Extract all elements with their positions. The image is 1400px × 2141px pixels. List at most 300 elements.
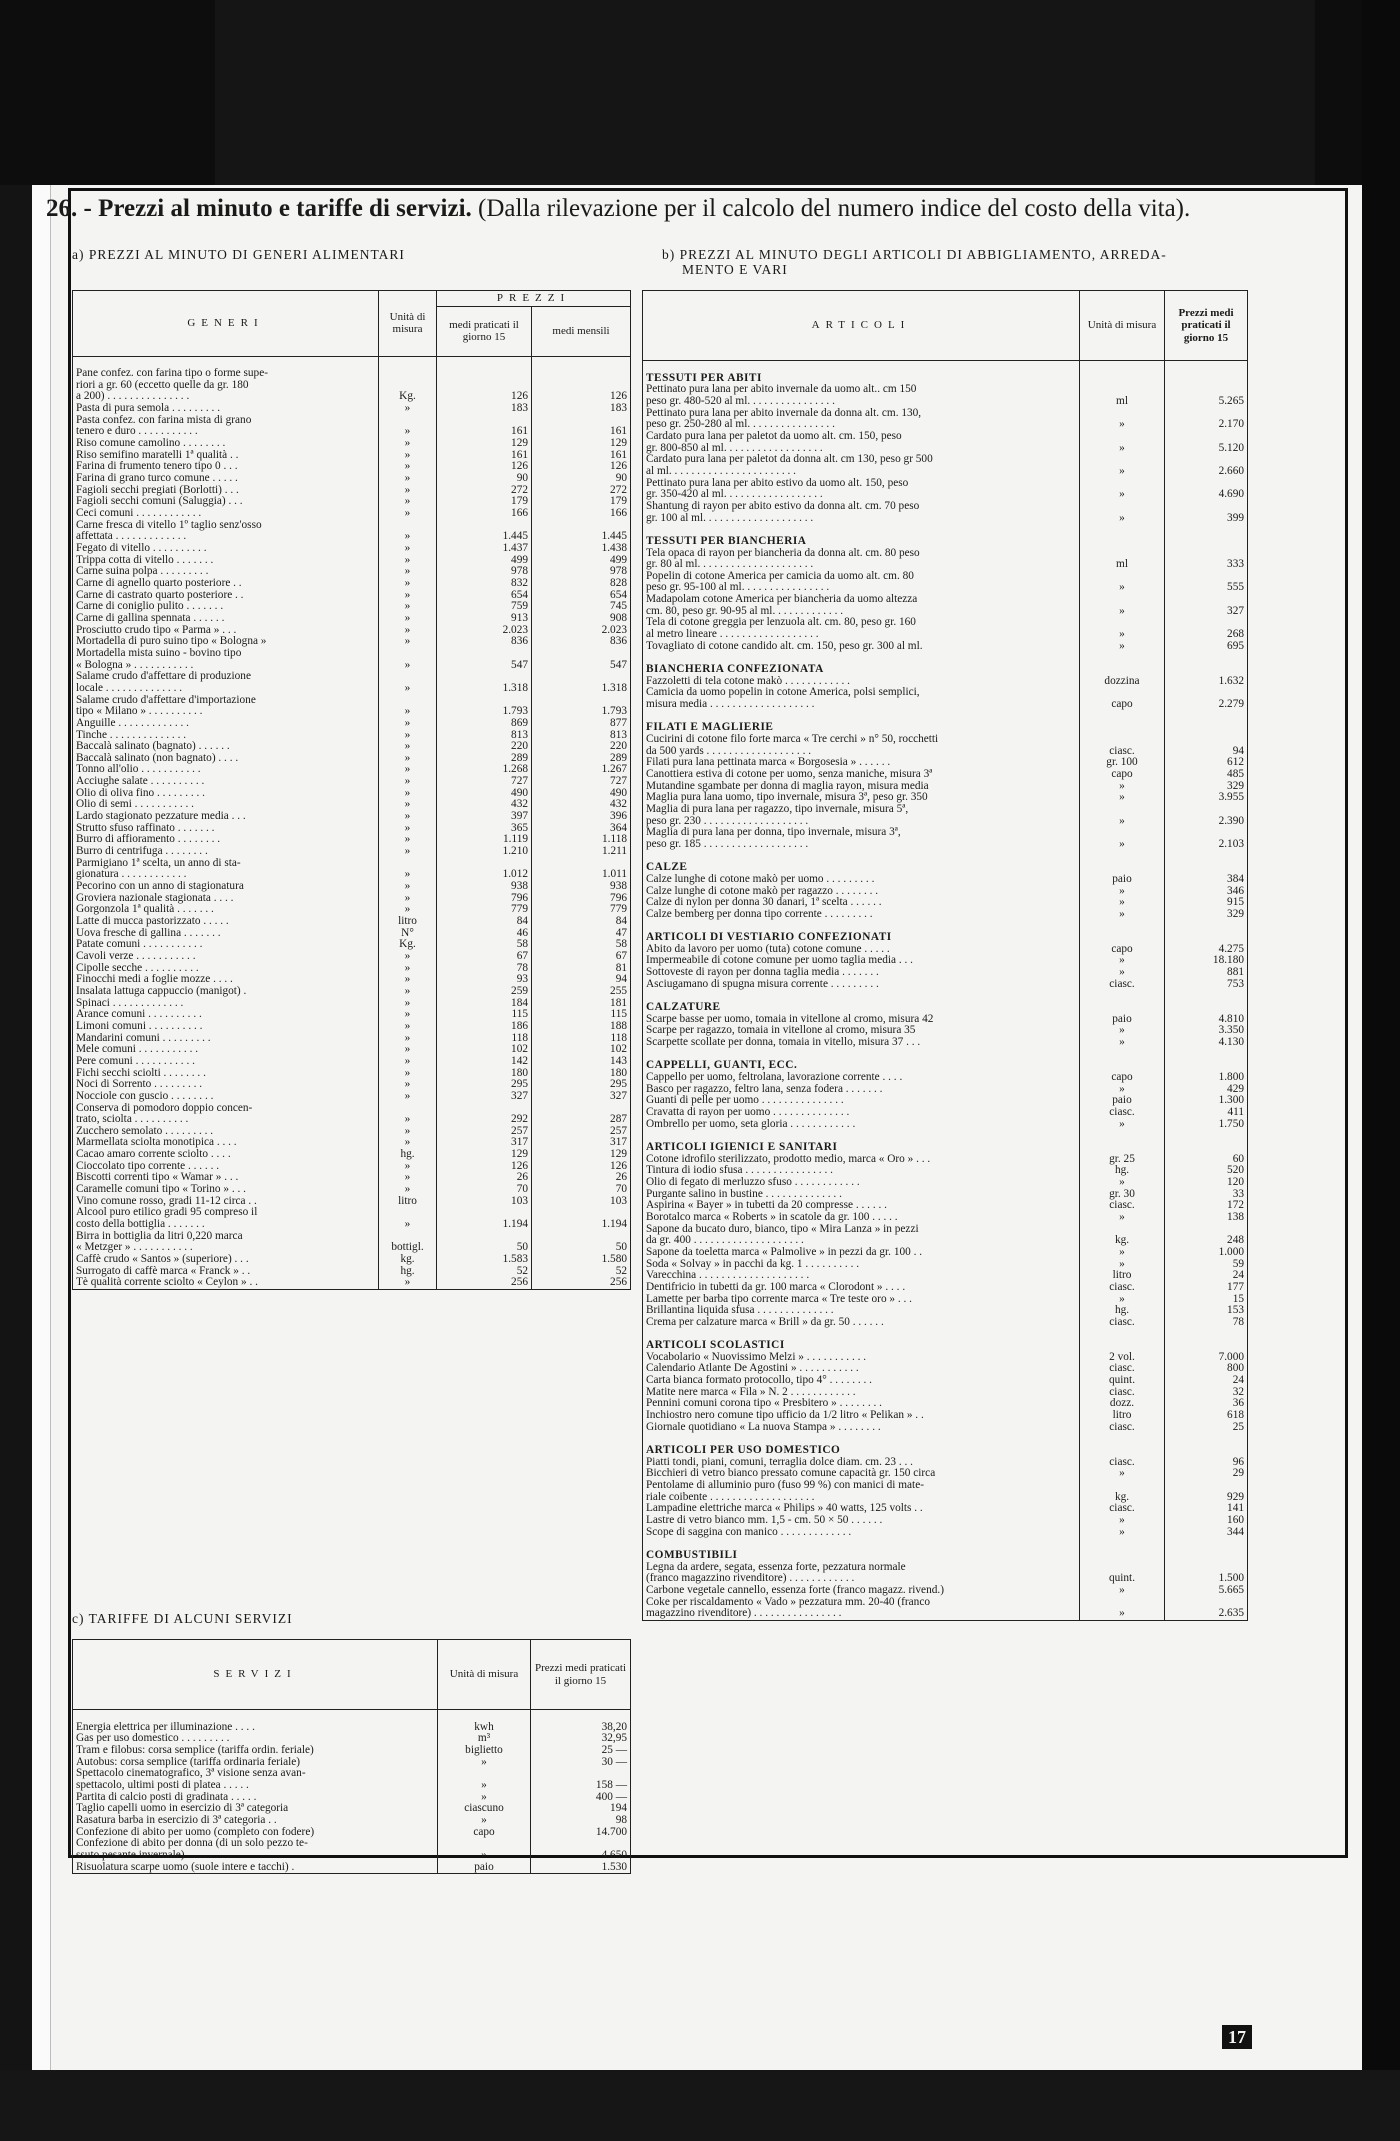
article-name: Maglia di pura lana per donna, tipo invernale, misura 3ª, — [643, 827, 1080, 839]
price-monthly: 67 — [532, 951, 631, 963]
article-name: Tintura di iodio sfusa . . . . . . . . . . . . . . . . — [643, 1165, 1080, 1177]
service-unit — [438, 1710, 531, 1722]
item-unit: » — [379, 426, 437, 438]
table-row — [643, 1014, 1248, 1026]
table-row — [643, 1154, 1248, 1166]
article-unit: » — [1080, 792, 1165, 804]
price-day-15: 52 — [437, 1266, 532, 1278]
table-row — [73, 438, 631, 450]
table-row — [73, 520, 631, 532]
article-unit — [1080, 454, 1165, 466]
item-name: Cipolle secche . . . . . . . . . . — [73, 963, 379, 975]
article-name: ARTICOLI SCOLASTICI — [643, 1340, 1080, 1352]
item-unit: » — [379, 869, 437, 881]
item-unit — [379, 356, 437, 368]
price-day-15: 126 — [437, 461, 532, 473]
price-monthly: 143 — [532, 1056, 631, 1068]
item-name: Zucchero semolato . . . . . . . . . — [73, 1126, 379, 1138]
table-row — [643, 955, 1248, 967]
item-name: Carne di castrato quarto posteriore . . — [73, 590, 379, 602]
article-name: Scarpette scollate per donna, tomaia in vitello, misura 37 . . . — [643, 1037, 1080, 1049]
article-price: 5.665 — [1165, 1585, 1248, 1597]
item-name: Burro di centrifuga . . . . . . . . — [73, 846, 379, 858]
table-row — [73, 671, 631, 683]
article-price: 618 — [1165, 1410, 1248, 1422]
article-unit — [1080, 1480, 1165, 1492]
price-day-15: 832 — [437, 578, 532, 590]
article-name: Asciugamano di spugna misura corrente . . . . . . . . . — [643, 979, 1080, 991]
table-row — [73, 1056, 631, 1068]
article-name: Giornale quotidiano « La nuova Stampa » . . . . . . . . — [643, 1422, 1080, 1434]
price-day-15: 654 — [437, 590, 532, 602]
article-unit — [1080, 687, 1165, 699]
article-unit: » — [1080, 1608, 1165, 1620]
article-price: 268 — [1165, 629, 1248, 641]
item-unit: » — [379, 566, 437, 578]
article-price: 15 — [1165, 1294, 1248, 1306]
article-name: Lamette per barba tipo corrente marca « Tre teste oro » . . . — [643, 1294, 1080, 1306]
item-name: Riso comune camolino . . . . . . . . — [73, 438, 379, 450]
table-row — [73, 951, 631, 963]
article-unit: » — [1080, 489, 1165, 501]
table-row — [73, 368, 631, 380]
service-name: Rasatura barba in esercizio di 3ª categoria . . — [73, 1815, 438, 1827]
price-day-15: 1.793 — [437, 706, 532, 718]
price-monthly: 126 — [532, 461, 631, 473]
item-name: Fagioli secchi pregiati (Borlotti) . . . — [73, 485, 379, 497]
section-b-table — [642, 290, 1248, 1621]
price-monthly: 118 — [532, 1033, 631, 1045]
service-unit: » — [438, 1815, 531, 1827]
item-unit: » — [379, 1056, 437, 1068]
table-row — [643, 1573, 1248, 1585]
table-row — [643, 1259, 1248, 1271]
price-monthly: 877 — [532, 718, 631, 730]
article-unit: paio — [1080, 1014, 1165, 1026]
article-name: Shantung di rayon per abito estivo da donna alt. cm. 70 peso — [643, 501, 1080, 513]
price-monthly: 161 — [532, 450, 631, 462]
article-price: 2.635 — [1165, 1608, 1248, 1620]
price-day-15: 179 — [437, 496, 532, 508]
price-day-15: 184 — [437, 998, 532, 1010]
article-unit: ciasc. — [1080, 1107, 1165, 1119]
article-unit — [1080, 652, 1165, 664]
article-name: misura media . . . . . . . . . . . . . . . . . . . — [643, 699, 1080, 711]
article-name: Impermeabile di cotone comune per uomo taglia media . . . — [643, 955, 1080, 967]
table-row — [73, 1827, 631, 1839]
service-name: spettacolo, ultimi posti di platea . . . . . — [73, 1780, 438, 1792]
article-price: 485 — [1165, 769, 1248, 781]
table-row — [643, 1515, 1248, 1527]
article-name: Scarpe per ragazzo, tomaia in vitellone al cromo, misura 35 — [643, 1025, 1080, 1037]
price-day-15: 836 — [437, 636, 532, 648]
price-monthly: 1.267 — [532, 764, 631, 776]
table-row — [643, 1200, 1248, 1212]
title-rest: (Dalla rilevazione per il calcolo del numero indice del costo della vita). — [478, 195, 1191, 222]
table-row — [643, 1468, 1248, 1480]
article-price — [1165, 1562, 1248, 1574]
price-day-15: 289 — [437, 753, 532, 765]
service-name: Tram e filobus: corsa semplice (tariffa ordin. feriale) — [73, 1745, 438, 1757]
table-row — [643, 408, 1248, 420]
service-unit: » — [438, 1850, 531, 1862]
article-name: peso gr. 230 . . . . . . . . . . . . . . . . . . . — [643, 816, 1080, 828]
article-unit — [1080, 734, 1165, 746]
item-name: Nocciole con guscio . . . . . . . . — [73, 1091, 379, 1103]
price-monthly: 499 — [532, 555, 631, 567]
table-row — [73, 461, 631, 473]
table-row — [643, 629, 1248, 641]
item-unit: Kg. — [379, 391, 437, 403]
article-name: peso gr. 95-100 al ml. . . . . . . . . . . . . . . . — [643, 582, 1080, 594]
table-row — [643, 1305, 1248, 1317]
article-name: Guanti di pelle per uomo . . . . . . . . . . . . . . . — [643, 1095, 1080, 1107]
price-monthly: 129 — [532, 1149, 631, 1161]
article-unit: » — [1080, 816, 1165, 828]
article-price — [1165, 862, 1248, 874]
table-row — [73, 1114, 631, 1126]
table-row — [73, 788, 631, 800]
article-name: Tela opaca di rayon per biancheria da donna alt. cm. 80 peso — [643, 548, 1080, 560]
price-day-15 — [437, 368, 532, 380]
price-monthly: 1.445 — [532, 531, 631, 543]
article-name: FILATI E MAGLIERIE — [643, 722, 1080, 734]
article-unit — [1080, 1538, 1165, 1550]
article-unit: capo — [1080, 699, 1165, 711]
table-row — [73, 1207, 631, 1219]
table-row — [73, 1044, 631, 1056]
table-row — [643, 1562, 1248, 1574]
table-row — [643, 536, 1248, 548]
item-name: Farina di frumento tenero tipo 0 . . . — [73, 461, 379, 473]
table-row — [73, 858, 631, 870]
price-day-15: 50 — [437, 1242, 532, 1254]
item-unit — [379, 368, 437, 380]
price-day-15: 257 — [437, 1126, 532, 1138]
table-row — [73, 1068, 631, 1080]
article-name — [643, 921, 1080, 933]
article-unit: ciasc. — [1080, 1503, 1165, 1515]
price-monthly: 295 — [532, 1079, 631, 1091]
table-row — [73, 974, 631, 986]
article-price: 399 — [1165, 513, 1248, 525]
table-row — [643, 1597, 1248, 1609]
col-prezzi: PREZZI — [437, 291, 631, 307]
table-row — [643, 862, 1248, 874]
item-unit: » — [379, 963, 437, 975]
price-monthly: 317 — [532, 1137, 631, 1149]
price-day-15: 397 — [437, 811, 532, 823]
article-unit: capo — [1080, 769, 1165, 781]
article-price: 555 — [1165, 582, 1248, 594]
item-name: costo della bottiglia . . . . . . . — [73, 1219, 379, 1231]
table-row — [643, 664, 1248, 676]
table-row — [73, 426, 631, 438]
article-unit: » — [1080, 1515, 1165, 1527]
article-name: ARTICOLI DI VESTIARIO CONFEZIONATI — [643, 932, 1080, 944]
article-price: 94 — [1165, 746, 1248, 758]
item-name: Olio di oliva fino . . . . . . . . . — [73, 788, 379, 800]
price-monthly: 115 — [532, 1009, 631, 1021]
item-name: tipo « Milano » . . . . . . . . . . — [73, 706, 379, 718]
price-day-15: 779 — [437, 904, 532, 916]
article-unit: paio — [1080, 1095, 1165, 1107]
article-unit: dozz. — [1080, 1398, 1165, 1410]
article-unit: paio — [1080, 874, 1165, 886]
price-monthly: 828 — [532, 578, 631, 590]
table-row — [643, 1317, 1248, 1329]
table-row — [73, 1242, 631, 1254]
table-row — [643, 1119, 1248, 1131]
item-unit: » — [379, 403, 437, 415]
section-a-table — [72, 290, 631, 1290]
item-name: affettata . . . . . . . . . . . . . — [73, 531, 379, 543]
item-name: Latte di mucca pastorizzato . . . . . — [73, 916, 379, 928]
table-row — [73, 1161, 631, 1173]
article-name: Cardato pura lana per paletot da donna alt. cm 130, peso gr 500 — [643, 454, 1080, 466]
price-day-15: 295 — [437, 1079, 532, 1091]
table-row — [73, 776, 631, 788]
item-unit — [379, 1207, 437, 1219]
article-price: 141 — [1165, 1503, 1248, 1515]
service-name: Autobus: corsa semplice (tariffa ordinaria feriale) — [73, 1757, 438, 1769]
article-unit: » — [1080, 1294, 1165, 1306]
price-day-15 — [437, 1103, 532, 1115]
article-name: Pettinato pura lana per abito invernale da uomo alt.. cm 150 — [643, 384, 1080, 396]
article-unit — [1080, 384, 1165, 396]
table-row — [643, 1422, 1248, 1434]
price-day-15: 272 — [437, 485, 532, 497]
article-price — [1165, 571, 1248, 583]
article-name: Madapolam cotone America per biancheria da uomo altezza — [643, 594, 1080, 606]
price-monthly — [532, 1103, 631, 1115]
article-name: Popelin di cotone America per camicia da uomo alt. cm. 80 — [643, 571, 1080, 583]
article-name: Mutandine sgambate per donna di maglia rayon, misura media — [643, 781, 1080, 793]
table-row — [73, 485, 631, 497]
item-name: Pane confez. con farina tipo o forme supe- — [73, 368, 379, 380]
article-price — [1165, 851, 1248, 863]
article-unit: quint. — [1080, 1573, 1165, 1585]
item-unit: » — [379, 718, 437, 730]
price-day-15: 1.268 — [437, 764, 532, 776]
article-unit: » — [1080, 582, 1165, 594]
item-name: Fagioli secchi comuni (Saluggia) . . . — [73, 496, 379, 508]
article-price — [1165, 478, 1248, 490]
item-unit: » — [379, 811, 437, 823]
service-name: Energia elettrica per illuminazione . . . . — [73, 1722, 438, 1734]
price-day-15: 90 — [437, 473, 532, 485]
item-name: Insalata lattuga cappuccio (manigot) . — [73, 986, 379, 998]
price-monthly: 84 — [532, 916, 631, 928]
article-price: 753 — [1165, 979, 1248, 991]
article-name — [643, 361, 1080, 373]
article-price: 915 — [1165, 897, 1248, 909]
item-name: Arance comuni . . . . . . . . . . — [73, 1009, 379, 1021]
item-unit: » — [379, 508, 437, 520]
article-unit: » — [1080, 1177, 1165, 1189]
article-unit: litro — [1080, 1270, 1165, 1282]
price-day-15: 118 — [437, 1033, 532, 1045]
article-name: Pennini comuni corona tipo « Presbitero » . . . . . . . . — [643, 1398, 1080, 1410]
table-row — [73, 648, 631, 660]
table-row — [643, 1480, 1248, 1492]
table-row — [73, 1033, 631, 1045]
article-price: 32 — [1165, 1387, 1248, 1399]
table-row — [73, 706, 631, 718]
table-row — [73, 391, 631, 403]
service-unit: biglietto — [438, 1745, 531, 1757]
table-row — [643, 559, 1248, 571]
price-day-15: 1.437 — [437, 543, 532, 555]
price-monthly: 396 — [532, 811, 631, 823]
table-row — [73, 1745, 631, 1757]
service-unit: » — [438, 1757, 531, 1769]
article-unit: » — [1080, 1259, 1165, 1271]
price-monthly: 50 — [532, 1242, 631, 1254]
article-name: Bicchieri di vetro bianco pressato comune capacità gr. 150 circa — [643, 1468, 1080, 1480]
item-unit: » — [379, 974, 437, 986]
article-unit — [1080, 1060, 1165, 1072]
item-name: Lardo stagionato pezzature media . . . — [73, 811, 379, 823]
article-name: Soda « Solvay » in pacchi da kg. 1 . . . . . . . . . . — [643, 1259, 1080, 1271]
table-row — [73, 939, 631, 951]
service-unit: » — [438, 1792, 531, 1804]
price-monthly: 289 — [532, 753, 631, 765]
article-price — [1165, 664, 1248, 676]
table-row — [643, 1433, 1248, 1445]
table-row — [643, 594, 1248, 606]
price-monthly: 255 — [532, 986, 631, 998]
price-monthly: 26 — [532, 1172, 631, 1184]
article-name: Pettinato pura lana per abito invernale da donna alt. cm. 130, — [643, 408, 1080, 420]
item-unit: » — [379, 1161, 437, 1173]
table-row — [73, 543, 631, 555]
article-name: al ml. . . . . . . . . . . . . . . . . . . . . . . — [643, 466, 1080, 478]
price-monthly: 796 — [532, 893, 631, 905]
article-name: Pettinato pura lana per abito estivo da uomo alt. 150, peso — [643, 478, 1080, 490]
page-title: 26. - Prezzi al minuto e tariffe di servizi. (Dalla rilevazione per il calcolo del numero indice del costo della vita). — [46, 195, 1191, 222]
section-b-title-line1: b) PREZZI AL MINUTO DEGLI ARTICOLI DI ABBIGLIAMENTO, ARREDA- — [662, 247, 1167, 262]
service-unit: ciascuno — [438, 1803, 531, 1815]
article-price — [1165, 454, 1248, 466]
item-name: Carne di agnello quarto posteriore . . — [73, 578, 379, 590]
article-name: BIANCHERIA CONFEZIONATA — [643, 664, 1080, 676]
table-row — [643, 1072, 1248, 1084]
article-price: 1.632 — [1165, 676, 1248, 688]
article-unit: quint. — [1080, 1375, 1165, 1387]
item-unit — [379, 671, 437, 683]
article-unit — [1080, 932, 1165, 944]
table-row — [643, 1445, 1248, 1457]
price-monthly: 257 — [532, 1126, 631, 1138]
article-price: 2.170 — [1165, 419, 1248, 431]
article-unit: ciasc. — [1080, 1282, 1165, 1294]
table-row — [73, 764, 631, 776]
col-unita-c: Unità di misura — [438, 1640, 531, 1710]
price-monthly: 978 — [532, 566, 631, 578]
table-row — [643, 1608, 1248, 1620]
table-row — [643, 851, 1248, 863]
item-name: Carne di coniglio pulito . . . . . . . — [73, 601, 379, 613]
price-monthly: 94 — [532, 974, 631, 986]
article-unit — [1080, 431, 1165, 443]
article-unit — [1080, 361, 1165, 373]
article-unit: gr. 25 — [1080, 1154, 1165, 1166]
table-row — [73, 1733, 631, 1745]
table-row — [73, 1137, 631, 1149]
table-row — [73, 1710, 631, 1722]
price-monthly: 547 — [532, 660, 631, 672]
article-unit — [1080, 548, 1165, 560]
price-monthly: 166 — [532, 508, 631, 520]
price-monthly: 126 — [532, 391, 631, 403]
article-price: 96 — [1165, 1457, 1248, 1469]
item-name: locale . . . . . . . . . . . . . . — [73, 683, 379, 695]
price-monthly: 1.194 — [532, 1219, 631, 1231]
article-price: 153 — [1165, 1305, 1248, 1317]
table-row — [643, 1492, 1248, 1504]
item-name: Cacao amaro corrente sciolto . . . . — [73, 1149, 379, 1161]
article-name — [643, 1130, 1080, 1142]
article-price — [1165, 990, 1248, 1002]
article-unit: dozzina — [1080, 676, 1165, 688]
article-name: Calendario Atlante De Agostini » . . . . . . . . . . . — [643, 1363, 1080, 1375]
price-monthly: 256 — [532, 1277, 631, 1289]
article-price — [1165, 932, 1248, 944]
article-price: 120 — [1165, 1177, 1248, 1189]
article-price: 1.000 — [1165, 1247, 1248, 1259]
article-price — [1165, 711, 1248, 723]
service-price: 194 — [531, 1803, 631, 1815]
item-unit — [379, 695, 437, 707]
item-name: Spinaci . . . . . . . . . . . . . — [73, 998, 379, 1010]
article-unit: » — [1080, 513, 1165, 525]
table-row — [73, 1196, 631, 1208]
table-row — [643, 1503, 1248, 1515]
item-name: Prosciutto crudo tipo « Parma » . . . — [73, 625, 379, 637]
article-name: Tovagliato di cotone candido alt. cm. 150, peso gr. 300 al ml. — [643, 641, 1080, 653]
table-row — [643, 396, 1248, 408]
section-b-title — [662, 247, 1167, 277]
article-price: 172 — [1165, 1200, 1248, 1212]
article-unit: » — [1080, 1527, 1165, 1539]
price-monthly: 183 — [532, 403, 631, 415]
article-name: Basco per ragazzo, feltro lana, senza fodera . . . . . . . — [643, 1084, 1080, 1096]
price-day-15: 161 — [437, 450, 532, 462]
price-monthly: 364 — [532, 823, 631, 835]
article-unit — [1080, 921, 1165, 933]
article-price: 3.350 — [1165, 1025, 1248, 1037]
article-name: Camicia da uomo popelin in cotone America, polsi semplici, — [643, 687, 1080, 699]
service-price: 4.650 — [531, 1850, 631, 1862]
page-number: 17 — [1222, 2025, 1252, 2049]
item-name: trato, sciolta . . . . . . . . . . — [73, 1114, 379, 1126]
article-unit: capo — [1080, 1072, 1165, 1084]
price-day-15 — [437, 858, 532, 870]
item-name: Riso semifino maratelli 1ª qualità . . — [73, 450, 379, 462]
item-name: Strutto sfuso raffinato . . . . . . . — [73, 823, 379, 835]
price-day-15: 161 — [437, 426, 532, 438]
article-price: 2.103 — [1165, 839, 1248, 851]
scan-background-bottom — [0, 2070, 1400, 2141]
table-row — [643, 617, 1248, 629]
table-row — [643, 1247, 1248, 1259]
table-row — [73, 625, 631, 637]
table-row — [643, 641, 1248, 653]
price-monthly: 129 — [532, 438, 631, 450]
article-unit — [1080, 711, 1165, 723]
price-day-15: 67 — [437, 951, 532, 963]
